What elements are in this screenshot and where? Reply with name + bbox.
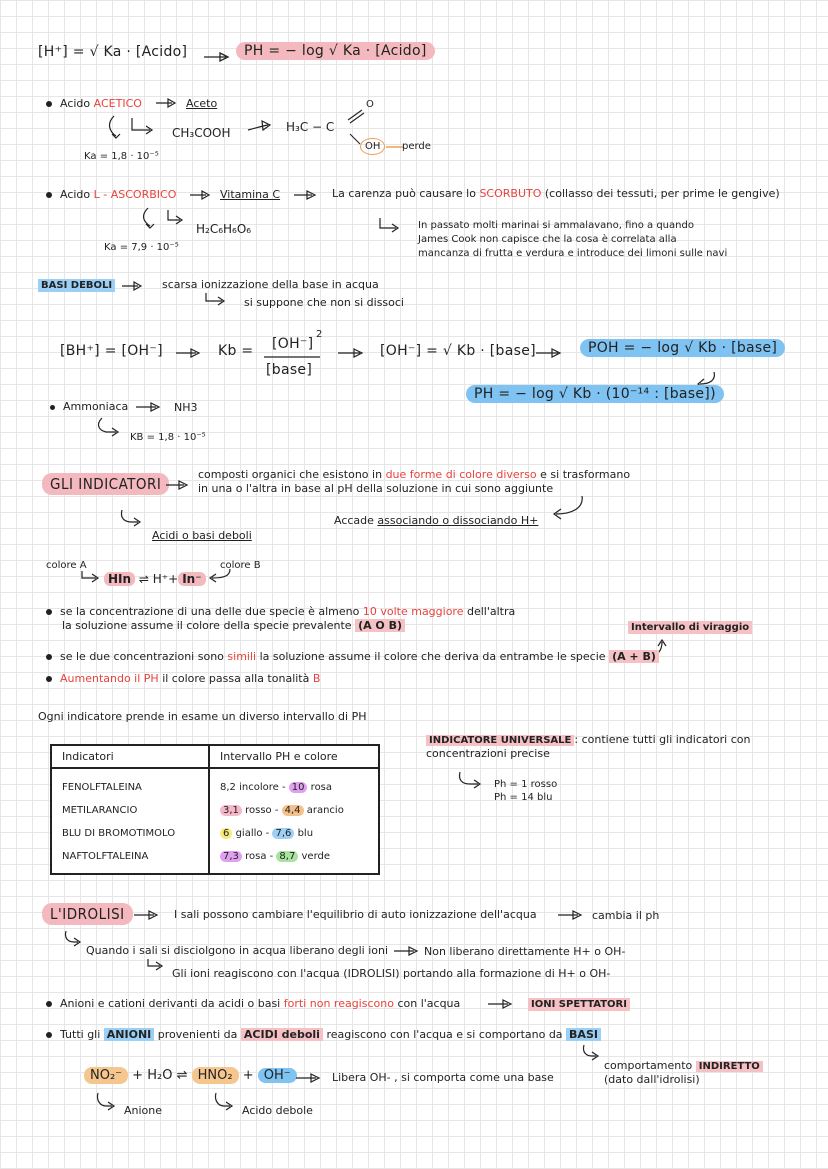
- arrow-icon: [166, 480, 192, 490]
- cook-note-3: mancanza di frutta e verdura e introduce dei limoni sulle navi: [418, 248, 728, 259]
- comportamento-line2: (dato dall'idrolisi): [604, 1073, 700, 1086]
- hydrolysis-reaction: NO₂⁻ + H₂O ⇌ HNO₂ + OH⁻: [84, 1068, 297, 1083]
- basi-line2: si suppone che non si dissoci: [244, 296, 404, 309]
- arrow-icon: [134, 910, 164, 920]
- bullet-icon: [46, 609, 52, 615]
- bullet-icon: [46, 101, 52, 107]
- universale-ph14: Ph = 14 blu: [494, 792, 553, 803]
- table-row: [51, 768, 379, 799]
- table-row: [51, 822, 379, 845]
- bullet-icon: [46, 1001, 52, 1007]
- curved-arrow-icon: [580, 1044, 604, 1064]
- indicatori-def-1: composti organici che esistono in due forme di colore diverso e si trasformano: [198, 468, 631, 481]
- ascorbic-ka: Ka = 7,9 · 10⁻⁵: [104, 242, 179, 253]
- indicatori-bullet-2: se le due concentrazioni sono simili la soluzione assume il colore che deriva da entrambe le specie (A + B): [46, 650, 659, 664]
- arrow-icon: [156, 98, 180, 108]
- arrow-icon: [204, 52, 234, 62]
- table-header-row: [51, 745, 379, 768]
- kb-lhs: Kb =: [218, 343, 254, 359]
- acetic-formula: CH₃COOH: [172, 126, 231, 140]
- curved-arrow-icon: [106, 114, 156, 150]
- bullet-icon: [46, 192, 52, 198]
- universale-line2: concentrazioni precise: [426, 747, 550, 760]
- arrow-icon: [296, 1073, 326, 1083]
- aceto-label: Aceto: [186, 97, 218, 110]
- cook-note-2: James Cook non capisce che la cosa è correlata alla: [418, 234, 677, 245]
- cook-note-1: In passato molti marinai si ammalavano, fino a quando: [418, 220, 694, 231]
- acido-debole-label: Acido debole: [242, 1104, 313, 1117]
- colore-a-label: colore A: [46, 560, 87, 571]
- curved-arrow-icon: [140, 206, 186, 236]
- indicatori-bullet-1b: la soluzione assume il colore della specie prevalente (A O B): [62, 619, 405, 633]
- acetic-ka: Ka = 1,8 · 10⁻⁵: [84, 151, 159, 162]
- idrolisi-line1: I sali possono cambiare l'equilibrio di auto ionizzazione dell'acqua: [174, 908, 537, 921]
- indicator-name: FENOLFTALEINA: [51, 768, 209, 799]
- kb-denominator: [base]: [266, 362, 313, 378]
- curved-arrow-icon: [62, 930, 86, 950]
- table-row: [51, 799, 379, 822]
- indicator-range: 7,3 rosa - 8,7 verde: [209, 845, 379, 874]
- indicator-range: 6 giallo - 7,6 blu: [209, 822, 379, 845]
- bh-oh-equation: [BH⁺] = [OH⁻]: [60, 343, 163, 359]
- indicator-name: BLU DI BROMOTIMOLO: [51, 822, 209, 845]
- indicator-reaction: HIn ⇌ H⁺+ In⁻: [104, 572, 206, 586]
- arrow-icon: [536, 348, 566, 358]
- acid-h-formula: [H⁺] = √ Ka · [Acido]: [38, 44, 188, 60]
- curved-arrow-icon: [212, 1092, 240, 1114]
- curved-arrow-icon: [146, 958, 170, 974]
- indicator-range: 3,1 rosso - 4,4 arancio: [209, 799, 379, 822]
- idrolisi-line2: Quando i sali si disciolgono in acqua liberano degli ioni: [86, 944, 389, 957]
- arrow-icon: [394, 946, 422, 956]
- curved-arrow-icon: [204, 292, 234, 308]
- comportamento-text: comportamento INDIRETTO: [604, 1059, 763, 1074]
- curved-arrow-icon: [206, 568, 236, 584]
- arrow-icon: [488, 999, 518, 1009]
- universale-ph1: Ph = 1 rosso: [494, 779, 558, 790]
- arrow-icon: [136, 402, 166, 412]
- basi-deboli-tag: BASI DEBOLI: [38, 279, 115, 292]
- anione-label: Anione: [124, 1104, 163, 1117]
- basi-line1: scarsa ionizzazione della base in acqua: [162, 278, 379, 291]
- oh-sqrt-equation: [OH⁻] = √ Kb · [base]: [380, 343, 536, 359]
- idrolisi-bullet-2: Tutti gli ANIONI provenienti da ACIDI deboli reagiscono con l'acqua e si comportano da BASI: [46, 1028, 601, 1042]
- hydrolysis-result: Libera OH- , si comporta come una base: [332, 1071, 554, 1084]
- acetic-acid-label: Acido ACETICO: [46, 97, 142, 111]
- ascorbic-acid-label: Acido L - ASCORBICO: [46, 188, 176, 202]
- curved-arrow-icon: [456, 770, 488, 792]
- indicatori-bullet-1: se la concentrazione di una delle due specie è almeno 10 volte maggiore dell'altra: [46, 605, 515, 619]
- colore-b-label: colore B: [220, 560, 261, 571]
- table-header: Intervallo PH e colore: [209, 745, 379, 768]
- table-row: [51, 845, 379, 874]
- indicatori-bullet-3: Aumentando il PH il colore passa alla tonalità B: [46, 672, 320, 686]
- indicators-table: [50, 744, 380, 875]
- bullet-icon: [46, 676, 52, 682]
- indicatori-intro: Ogni indicatore prende in esame un diverso intervallo di PH: [38, 710, 367, 723]
- fraction-line: [264, 356, 324, 360]
- kb-exponent: 2: [316, 329, 323, 340]
- curved-arrow-icon: [118, 508, 148, 530]
- idrolisi-title: L'IDROLISI: [42, 903, 133, 925]
- arrow-icon: [294, 190, 320, 200]
- ascorbic-formula: H₂C₆H₆O₆: [196, 222, 252, 236]
- indicator-name: METILARANCIO: [51, 799, 209, 822]
- ammoniaca-label: Ammoniaca: [50, 400, 128, 414]
- arrow-icon: [248, 120, 274, 134]
- arrow-icon: [558, 910, 588, 920]
- accade-text: Accade associando o dissociando H+: [334, 514, 539, 527]
- ph-base-formula: PH = − log √ Kb · (10⁻¹⁴ : [base]): [466, 385, 724, 403]
- cambia-ph: cambia il ph: [592, 909, 660, 922]
- poh-formula: POH = − log √ Kb · [base]: [580, 339, 785, 357]
- indicatori-title: GLI INDICATORI: [42, 473, 169, 495]
- curved-arrow-icon: [80, 570, 104, 584]
- carenza-text: La carenza può causare lo SCORBUTO (collasso dei tessuti, per prime le gengive): [332, 187, 780, 200]
- bullet-icon: [46, 1032, 52, 1038]
- ioni-spettatori-tag: IONI SPETTATORI: [528, 998, 630, 1011]
- curved-arrow-icon: [94, 1092, 122, 1114]
- arrow-icon: [176, 348, 204, 358]
- ammoniaca-kb: KB = 1,8 · 10⁻⁵: [130, 432, 206, 443]
- oh-group: OH: [360, 138, 385, 155]
- perde-label: perde: [402, 141, 431, 152]
- idrolisi-line2b: Non liberano direttamente H+ o OH-: [424, 945, 626, 958]
- vitamin-c-label: Vitamina C: [220, 188, 281, 201]
- indicator-range: 8,2 incolore - 10 rosa: [220, 782, 333, 793]
- acetic-structure: H₃C − C: [286, 120, 335, 134]
- curved-arrow-icon: [378, 216, 406, 236]
- idrolisi-line3: Gli ioni reagiscono con l'acqua (IDROLISI) portando alla formazione di H+ o OH-: [172, 967, 611, 980]
- oxygen-label: O: [366, 99, 374, 110]
- acid-ph-formula: PH = − log √ Ka · [Acido]: [236, 42, 435, 60]
- indicatori-def-2: in una o l'altra in base al pH della soluzione in cui sono aggiunte: [198, 482, 554, 495]
- acidi-basi-deboli: Acidi o basi deboli: [152, 529, 252, 542]
- arrow-icon: [122, 281, 146, 291]
- viraggio-tag: Intervallo di viraggio: [628, 621, 752, 634]
- kb-numerator: [OH⁻]: [272, 336, 314, 352]
- universale-text: INDICATORE UNIVERSALE : contiene tutti gli indicatori con: [426, 733, 750, 748]
- ammoniaca-formula: NH3: [174, 401, 198, 414]
- arrow-icon: [190, 190, 214, 200]
- table-header: Indicatori: [51, 745, 209, 768]
- curved-arrow-icon: [96, 416, 126, 440]
- indicator-name: NAFTOLFTALEINA: [51, 845, 209, 874]
- curved-arrow-icon: [548, 494, 588, 522]
- arrow-icon: [338, 348, 368, 358]
- idrolisi-bullet-1: Anioni e cationi derivanti da acidi o basi forti non reagiscono con l'acqua: [46, 997, 460, 1011]
- bullet-icon: [46, 654, 52, 660]
- bullet-icon: [50, 405, 55, 410]
